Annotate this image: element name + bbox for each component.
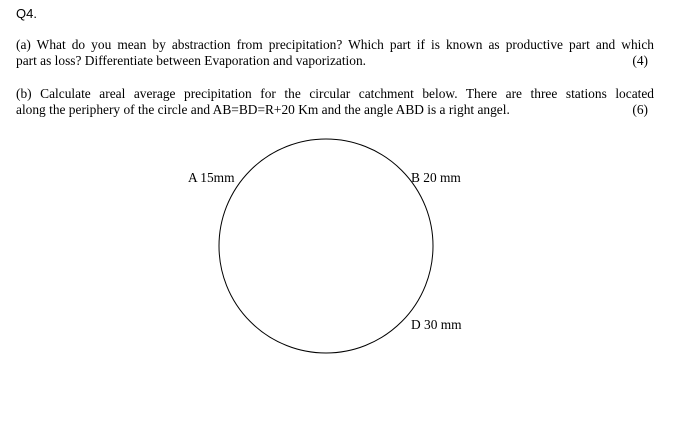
part-a-marks: (4) — [632, 52, 648, 68]
station-b-label: B 20 mm — [411, 170, 461, 185]
station-d-label: D 30 mm — [411, 317, 462, 332]
station-a-label: A 15mm — [188, 170, 235, 185]
part-b-line-2-text: along the periphery of the circle and AB=BD=R+20 Km and the angle ABD is a right angel. — [16, 101, 510, 117]
part-a-line-1: (a) What do you mean by abstraction from precipitation? Which part if is known as productive part and which — [16, 37, 654, 52]
question-number: Q4. — [16, 6, 37, 21]
catchment-circle — [219, 139, 433, 353]
part-a-line-2-text: part as loss? Differentiate between Evaporation and vaporization. — [16, 52, 367, 68]
part-b-line-1: (b) Calculate areal average precipitation for the circular catchment below. There are three stations located — [16, 86, 654, 101]
part-b-marks: (6) — [632, 101, 648, 117]
